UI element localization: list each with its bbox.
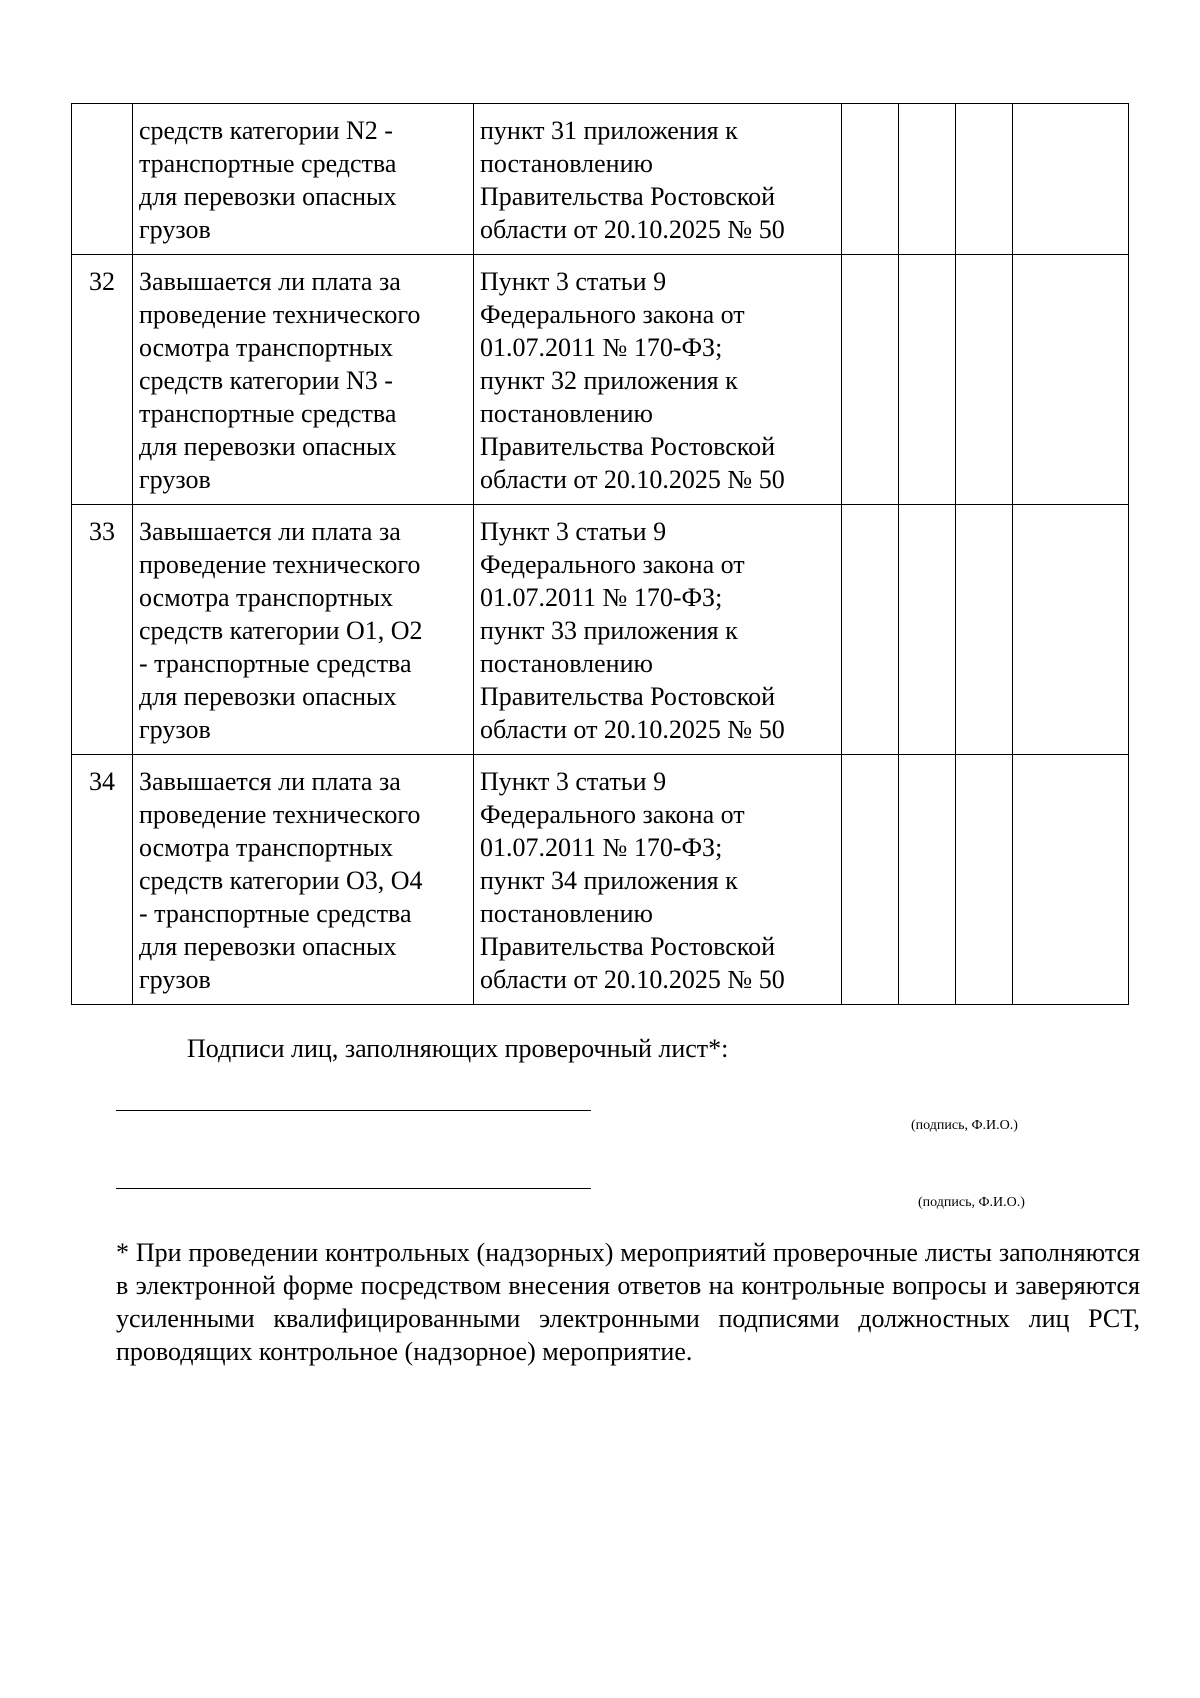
note-cell[interactable] — [1013, 505, 1129, 755]
signature-caption-1: (подпись, Ф.И.О.) — [911, 1118, 1018, 1133]
question-cell: Завышается ли плата за проведение технического осмотра транспортных средств категории O3, O4 - транспортные средства для перевозки опасных грузов — [133, 755, 474, 1005]
signature-line-2[interactable] — [116, 1188, 591, 1189]
table-row — [72, 104, 1129, 255]
checklist-table — [71, 103, 1129, 1005]
answer-na-cell[interactable] — [956, 255, 1013, 505]
table-row — [72, 255, 1129, 505]
signatures-heading: Подписи лиц, заполняющих проверочный лист*: — [187, 1034, 729, 1063]
answer-na-cell[interactable] — [956, 755, 1013, 1005]
signature-caption-2: (подпись, Ф.И.О.) — [918, 1195, 1025, 1210]
reference-cell: Пункт 3 статьи 9 Федерального закона от 01.07.2011 № 170-ФЗ; пункт 33 приложения к постановлению Правительства Ростовской области от 20.10.2025 № 50 — [474, 505, 842, 755]
question-cell: Завышается ли плата за проведение технического осмотра транспортных средств категории N3 - транспортные средства для перевозки опасных грузов — [133, 255, 474, 505]
reference-cell: Пункт 3 статьи 9 Федерального закона от 01.07.2011 № 170-ФЗ; пункт 34 приложения к постановлению Правительства Ростовской области от 20.10.2025 № 50 — [474, 755, 842, 1005]
answer-yes-cell[interactable] — [842, 505, 899, 755]
answer-yes-cell[interactable] — [842, 104, 899, 255]
row-number — [72, 104, 133, 255]
signature-line-1[interactable] — [116, 1110, 591, 1111]
row-number: 33 — [72, 505, 133, 755]
reference-cell: пункт 31 приложения к постановлению Правительства Ростовской области от 20.10.2025 № 50 — [474, 104, 842, 255]
answer-yes-cell[interactable] — [842, 255, 899, 505]
note-cell[interactable] — [1013, 255, 1129, 505]
note-cell[interactable] — [1013, 755, 1129, 1005]
row-number: 34 — [72, 755, 133, 1005]
answer-no-cell[interactable] — [899, 104, 956, 255]
answer-na-cell[interactable] — [956, 104, 1013, 255]
question-cell: средств категории N2 - транспортные средства для перевозки опасных грузов — [133, 104, 474, 255]
answer-no-cell[interactable] — [899, 255, 956, 505]
answer-no-cell[interactable] — [899, 505, 956, 755]
table-row — [72, 755, 1129, 1005]
answer-na-cell[interactable] — [956, 505, 1013, 755]
note-cell[interactable] — [1013, 104, 1129, 255]
table-row — [72, 505, 1129, 755]
reference-cell: Пункт 3 статьи 9 Федерального закона от 01.07.2011 № 170-ФЗ; пункт 32 приложения к постановлению Правительства Ростовской области от 20.10.2025 № 50 — [474, 255, 842, 505]
question-cell: Завышается ли плата за проведение технического осмотра транспортных средств категории O1, O2 - транспортные средства для перевозки опасных грузов — [133, 505, 474, 755]
footnote: * При проведении контрольных (надзорных) мероприятий проверочные листы заполняются в электронной форме посредством внесения ответов на контрольные вопросы и заверяются усиленными квалифицированными электронными подписями должностных лиц РСТ, проводящих контрольное (надзорное) мероприятие. — [116, 1238, 1140, 1366]
row-number: 32 — [72, 255, 133, 505]
answer-yes-cell[interactable] — [842, 755, 899, 1005]
answer-no-cell[interactable] — [899, 755, 956, 1005]
